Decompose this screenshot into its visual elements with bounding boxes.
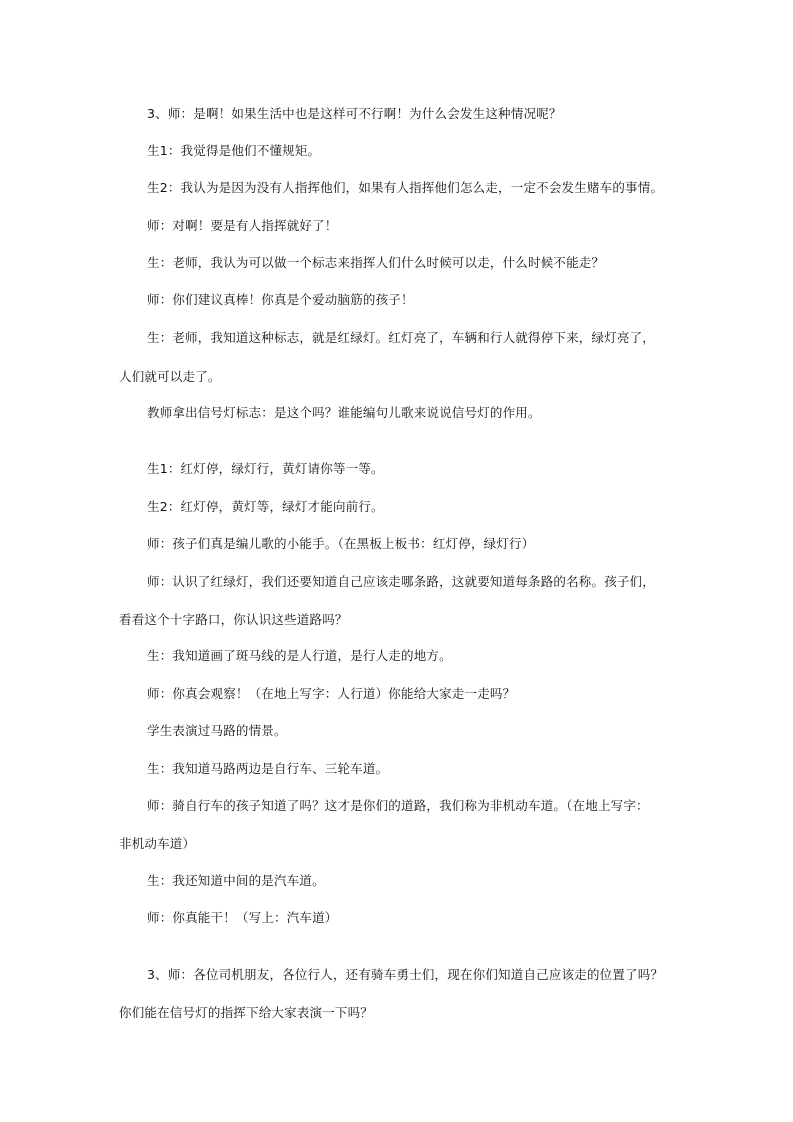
paragraph: 学生表演过马路的情景。 xyxy=(147,723,287,738)
paragraph: 师：你真会观察！（在地上写字：人行道）你能给大家走一走吗？ xyxy=(147,686,516,701)
paragraph-continuation: 看看这个十字路口，你认识这些道路吗？ xyxy=(119,612,348,627)
paragraph: 生1：我觉得是他们不懂规矩。 xyxy=(147,143,321,158)
paragraph: 生：老师，我认为可以做一个标志来指挥人们什么时候可以走，什么时候不能走？ xyxy=(147,255,605,270)
paragraph: 师：骑自行车的孩子知道了吗？这才是你们的道路，我们称为非机动车道。（在地上写字： xyxy=(147,798,649,813)
paragraph: 生：我还知道中间的是汽车道。 xyxy=(147,873,325,888)
paragraph: 生2：红灯停，黄灯等，绿灯才能向前行。 xyxy=(147,499,384,514)
paragraph: 3、师：是啊！如果生活中也是这样可不行啊！为什么会发生这种情况呢？ xyxy=(147,106,562,121)
paragraph: 师：认识了红绿灯，我们还要知道自己应该走哪条路，这就要知道每条路的名称。孩子们， xyxy=(147,574,656,589)
paragraph: 生：老师，我知道这种标志，就是红绿灯。红灯亮了，车辆和行人就得停下来，绿灯亮了， xyxy=(147,330,656,345)
paragraph-continuation: 你们能在信号灯的指挥下给大家表演一下吗？ xyxy=(119,1005,374,1020)
paragraph: 生2：我认为是因为没有人指挥他们，如果有人指挥他们怎么走，一定不会发生赌车的事情。 xyxy=(147,180,664,195)
paragraph: 生1：红灯停，绿灯行，黄灯请你等一等。 xyxy=(147,461,384,476)
paragraph-continuation: 人们就可以走了。 xyxy=(119,369,221,384)
paragraph-continuation: 非机动车道） xyxy=(119,836,196,851)
paragraph: 3、师：各位司机朋友，各位行人，还有骑车勇士们，现在你们知道自己应该走的位置了吗？ xyxy=(147,967,664,982)
paragraph: 教师拿出信号灯标志：是这个吗？谁能编句儿歌来说说信号灯的作用。 xyxy=(147,405,541,420)
paragraph: 师：你真能干！（写上：汽车道） xyxy=(147,910,338,925)
paragraph: 生：我知道画了斑马线的是人行道，是行人走的地方。 xyxy=(147,648,452,663)
paragraph: 师：对啊！要是有人指挥就好了！ xyxy=(147,218,338,233)
paragraph: 生：我知道马路两边是自行车、三轮车道。 xyxy=(147,761,389,776)
paragraph: 师：你们建议真棒！你真是个爱动脑筋的孩子！ xyxy=(147,292,414,307)
paragraph: 师：孩子们真是编儿歌的小能手。（在黑板上板书：红灯停，绿灯行） xyxy=(147,536,535,551)
